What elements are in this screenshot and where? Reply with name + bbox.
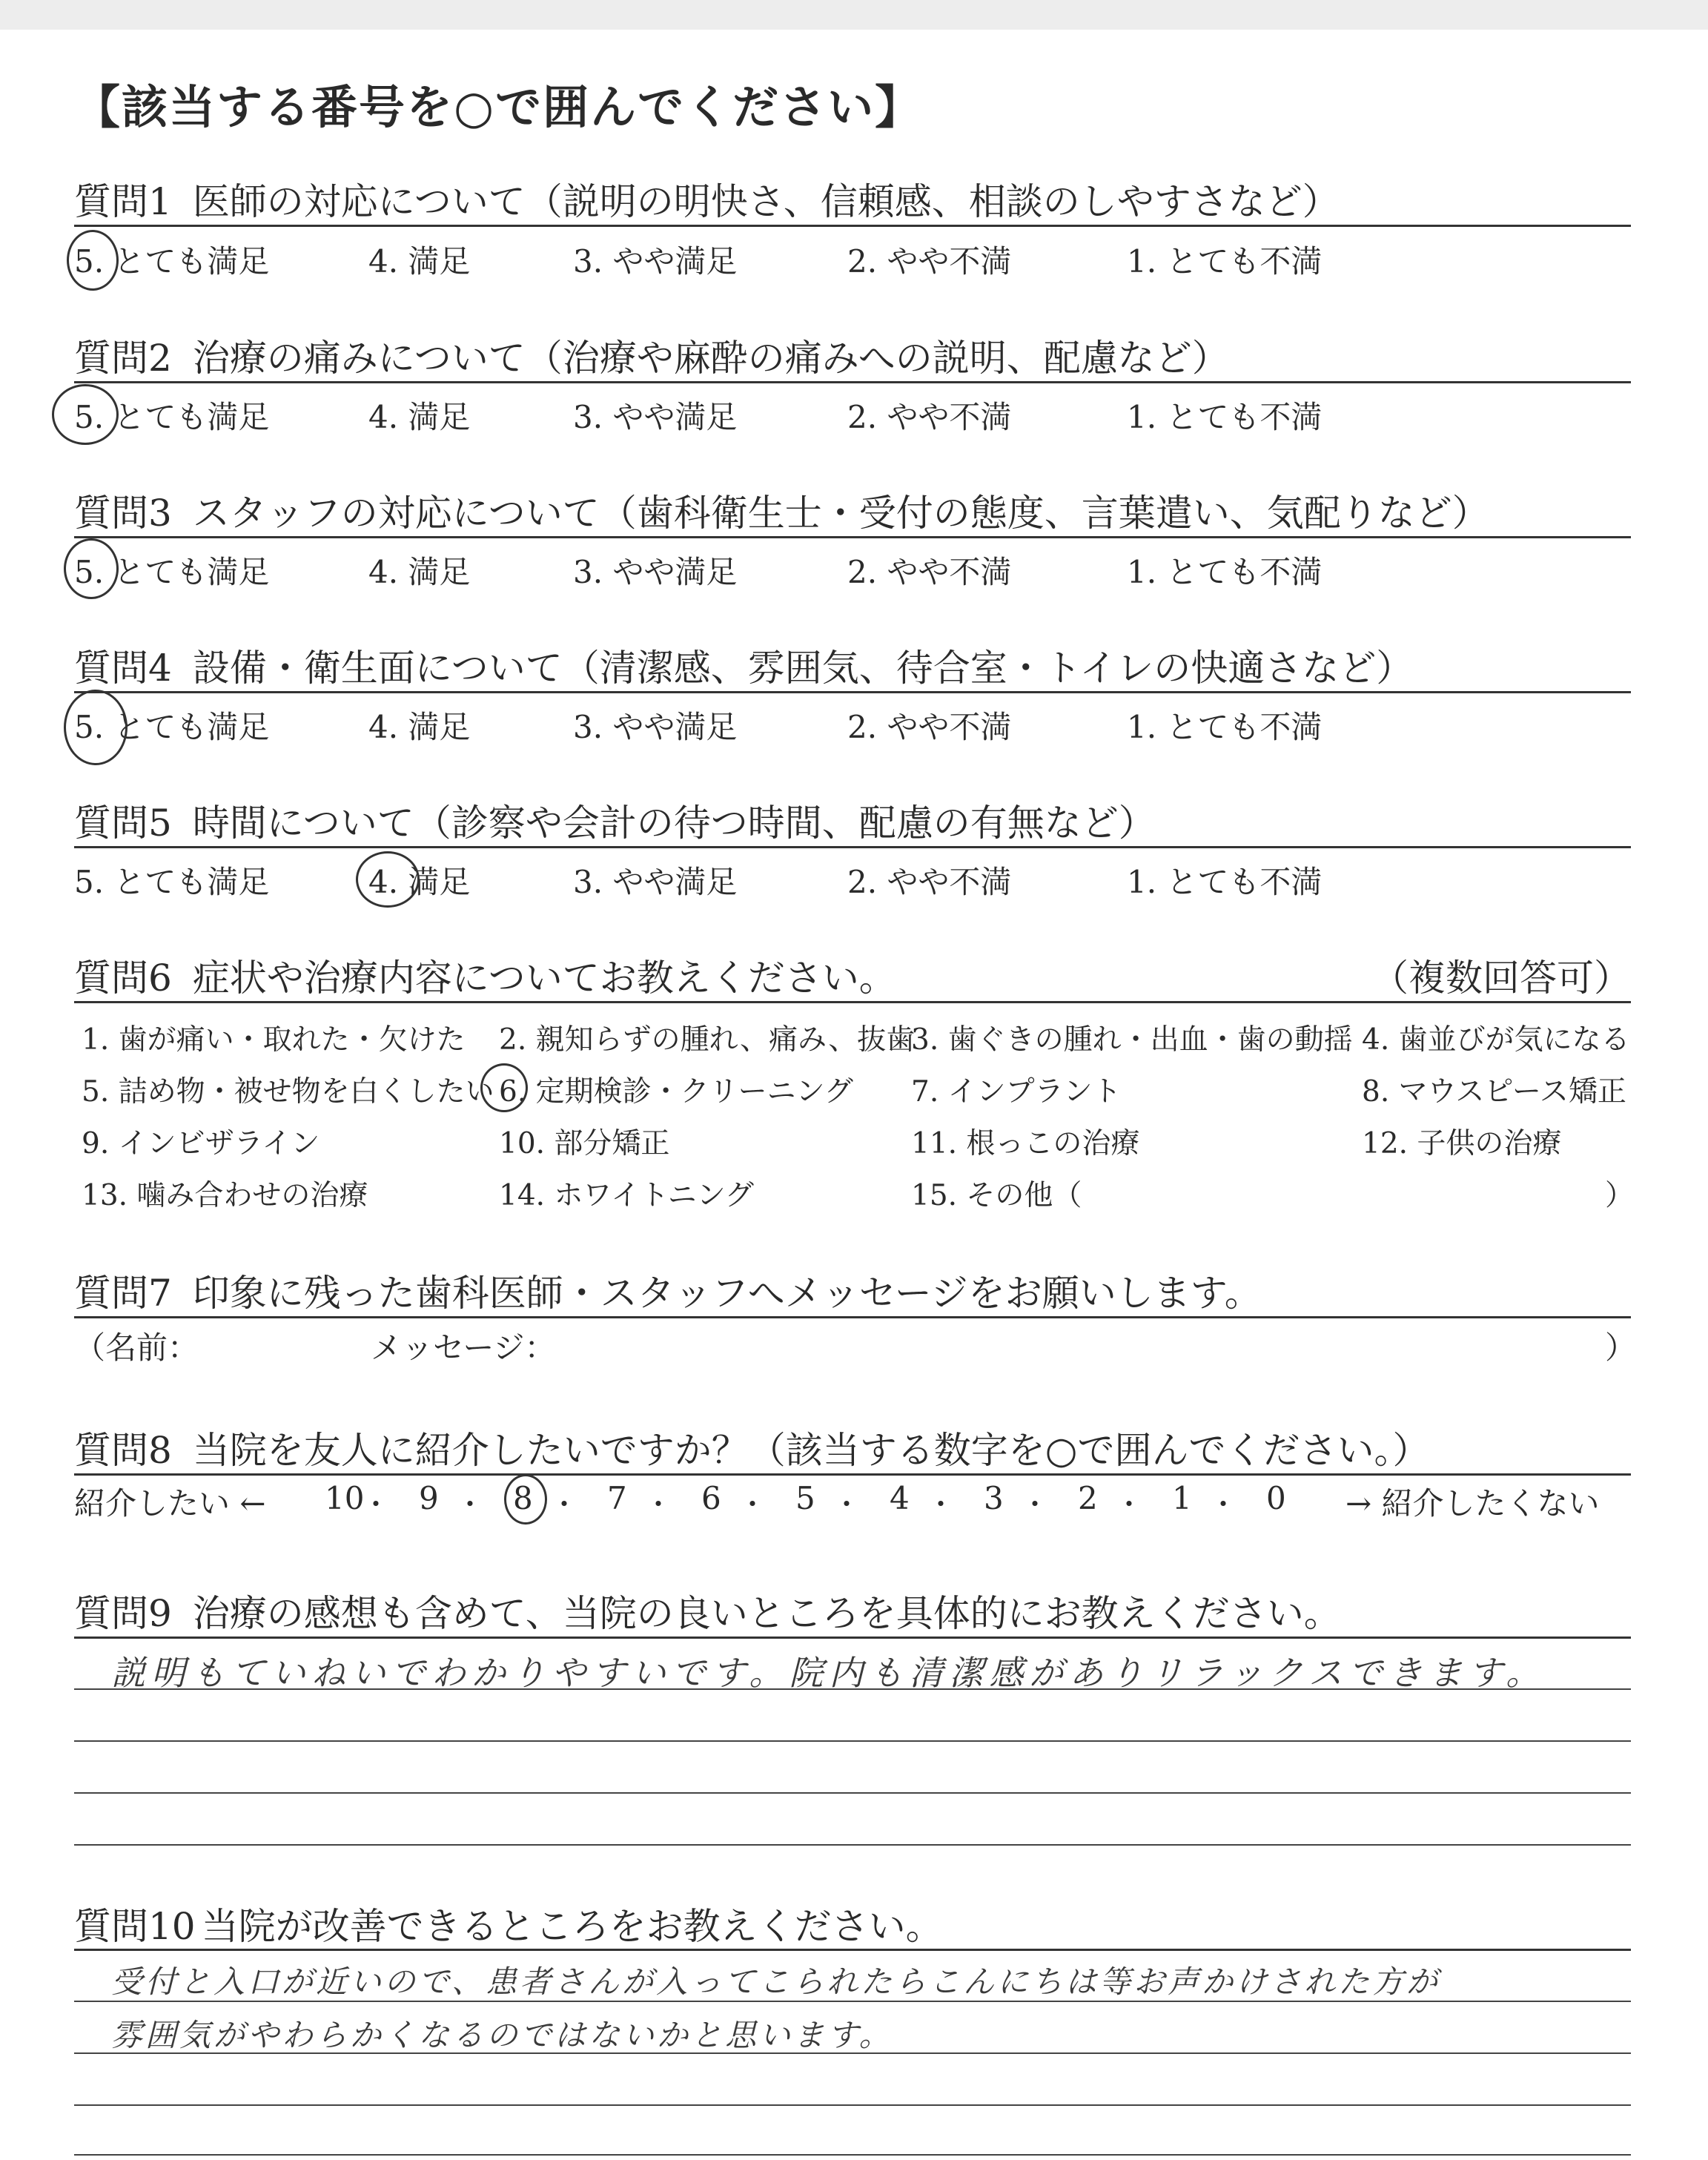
question-6-heading xyxy=(74,948,1631,1002)
divider xyxy=(74,1001,1631,1003)
question-3-heading xyxy=(74,483,1489,537)
scale-separator: ・ xyxy=(927,1488,956,1521)
option-3[interactable]: 3. やや満足 xyxy=(573,864,738,900)
divider xyxy=(74,691,1631,693)
selected-circle xyxy=(356,851,420,908)
symptom-option-4[interactable]: 4. 歯並びが気になる xyxy=(1362,1023,1630,1057)
question-text: スタッフの対応について（歯科衛生士・受付の態度、言葉遣い、気配りなど） xyxy=(192,492,1489,535)
symptom-option-15[interactable]: 15. その他（ xyxy=(911,1179,1082,1212)
writing-line xyxy=(74,2052,1631,2054)
scale-value-7[interactable]: 7 xyxy=(607,1480,627,1516)
question-number: 質問3 xyxy=(74,492,172,535)
symptom-option-10[interactable]: 10. 部分矯正 xyxy=(499,1127,670,1160)
question-9-heading xyxy=(74,1584,1341,1637)
option-2[interactable]: 2. やや不満 xyxy=(847,864,1012,900)
divider xyxy=(74,1636,1631,1639)
question-number: 質問6 xyxy=(74,957,172,1000)
scale-separator: ・ xyxy=(644,1488,673,1521)
selected-circle xyxy=(67,230,119,291)
selected-circle xyxy=(480,1063,528,1112)
scale-value-3[interactable]: 3 xyxy=(984,1480,1004,1516)
question-text: 治療の感想も含めて、当院の良いところを具体的にお教えください。 xyxy=(192,1592,1341,1635)
question-number: 質問2 xyxy=(74,337,172,380)
writing-line xyxy=(74,1792,1631,1794)
question-text: 当院を友人に紹介したいですか？（該当する数字を○で囲んでください。） xyxy=(192,1429,1430,1472)
symptom-option-3[interactable]: 3. 歯ぐきの腫れ・出血・歯の動揺 xyxy=(911,1023,1353,1057)
option-5[interactable]: 5. とても満足 xyxy=(74,709,270,745)
scale-separator: ・ xyxy=(738,1488,767,1521)
scale-separator: ・ xyxy=(833,1488,861,1521)
name-label: （名前： xyxy=(74,1330,199,1366)
question-text: 治療の痛みについて（治療や麻酔の痛みへの説明、配慮など） xyxy=(192,337,1229,380)
scale-value-0[interactable]: 0 xyxy=(1266,1480,1286,1516)
scan-top-edge xyxy=(0,0,1708,30)
writing-line xyxy=(74,2001,1631,2002)
divider xyxy=(74,1316,1631,1318)
option-4[interactable]: 4. 満足 xyxy=(368,709,471,745)
divider xyxy=(74,225,1631,227)
symptom-option-6[interactable]: 6. 定期検診・クリーニング xyxy=(499,1075,853,1109)
question-10-heading xyxy=(74,1897,943,1950)
option-1[interactable]: 1. とても不満 xyxy=(1127,554,1323,590)
scale-separator: ・ xyxy=(362,1488,391,1521)
message-label: メッセージ： xyxy=(371,1330,556,1366)
question-text: 症状や治療内容についてお教えください。 xyxy=(192,957,896,1000)
recommend-label: 紹介したい ← xyxy=(74,1485,266,1522)
question-number: 質問10 xyxy=(74,1905,196,1948)
option-3[interactable]: 3. やや満足 xyxy=(573,709,738,745)
not-recommend-label: → 紹介したくない xyxy=(1345,1485,1600,1522)
symptom-option-2[interactable]: 2. 親知らずの腫れ、痛み、抜歯 xyxy=(499,1023,916,1057)
scale-value-8[interactable]: 8 xyxy=(513,1480,533,1516)
option-5[interactable]: 5. とても満足 xyxy=(74,399,270,435)
option-1[interactable]: 1. とても不満 xyxy=(1127,864,1323,900)
symptom-option-11[interactable]: 11. 根っこの治療 xyxy=(911,1127,1140,1160)
symptom-option-12[interactable]: 12. 子供の治療 xyxy=(1362,1127,1562,1160)
question-number: 質問8 xyxy=(74,1429,172,1472)
divider xyxy=(74,381,1631,383)
writing-line xyxy=(74,1740,1631,1742)
scale-separator: ・ xyxy=(456,1488,485,1521)
selected-circle xyxy=(64,538,119,599)
question-number: 質問9 xyxy=(74,1592,172,1635)
page-title: 【該当する番号を○で囲んでください】 xyxy=(74,80,923,134)
divider xyxy=(74,1949,1631,1951)
symptom-option-1[interactable]: 1. 歯が痛い・取れた・欠けた xyxy=(82,1023,466,1057)
handwritten-answer-line: 説明もていねいでわかりやすいです。院内も清潔感がありリラックスできます。 xyxy=(111,1653,1546,1693)
option-2[interactable]: 2. やや不満 xyxy=(847,243,1012,280)
other-close-paren: ） xyxy=(1605,1179,1635,1212)
divider xyxy=(74,1473,1631,1476)
option-5[interactable]: 5. とても満足 xyxy=(74,243,270,280)
symptom-option-5[interactable]: 5. 詰め物・被せ物を白くしたい xyxy=(82,1075,494,1109)
symptom-option-7[interactable]: 7. インプラント xyxy=(911,1075,1122,1109)
question-5-heading xyxy=(74,793,1156,847)
writing-line xyxy=(74,2104,1631,2106)
option-3[interactable]: 3. やや満足 xyxy=(573,554,738,590)
option-2[interactable]: 2. やや不満 xyxy=(847,554,1012,590)
question-text: 印象に残った歯科医師・スタッフへメッセージをお願いします。 xyxy=(192,1272,1262,1315)
option-4[interactable]: 4. 満足 xyxy=(368,243,471,280)
question-text: 当院が改善できるところをお教えください。 xyxy=(201,1905,943,1948)
question-text: 時間について（診察や会計の待つ時間、配慮の有無など） xyxy=(192,802,1156,845)
writing-line xyxy=(74,1844,1631,1846)
option-5[interactable]: 5. とても満足 xyxy=(74,864,270,900)
option-2[interactable]: 2. やや不満 xyxy=(847,399,1012,435)
symptom-option-8[interactable]: 8. マウスピース矯正 xyxy=(1362,1075,1626,1109)
option-4[interactable]: 4. 満足 xyxy=(368,554,471,590)
divider xyxy=(74,536,1631,538)
scale-separator: ・ xyxy=(1115,1488,1144,1521)
writing-line xyxy=(74,2154,1631,2156)
scale-value-2[interactable]: 2 xyxy=(1078,1480,1098,1516)
question-number: 質問7 xyxy=(74,1272,172,1315)
selected-circle xyxy=(52,384,119,445)
option-1[interactable]: 1. とても不満 xyxy=(1127,709,1323,745)
question-number: 質問1 xyxy=(74,180,172,223)
close-paren: ） xyxy=(1605,1330,1637,1366)
selected-circle xyxy=(64,690,128,765)
divider xyxy=(74,846,1631,848)
scale-value-6[interactable]: 6 xyxy=(701,1480,721,1516)
scale-value-1[interactable]: 1 xyxy=(1172,1480,1192,1516)
scale-separator: ・ xyxy=(550,1488,579,1521)
option-1[interactable]: 1. とても不満 xyxy=(1127,399,1323,435)
option-5[interactable]: 5. とても満足 xyxy=(74,554,270,590)
question-text: 医師の対応について（説明の明快さ、信頼感、相談のしやすさなど） xyxy=(192,180,1340,223)
selected-circle xyxy=(504,1474,547,1525)
option-3[interactable]: 3. やや満足 xyxy=(573,399,738,435)
scale-separator: ・ xyxy=(1021,1488,1050,1521)
option-4[interactable]: 4. 満足 xyxy=(368,864,471,900)
option-3[interactable]: 3. やや満足 xyxy=(573,243,738,280)
scale-value-10[interactable]: 10 xyxy=(325,1480,365,1516)
scale-value-5[interactable]: 5 xyxy=(795,1480,815,1516)
scale-separator: ・ xyxy=(1209,1488,1238,1521)
question-7-heading xyxy=(74,1264,1262,1317)
symptom-option-9[interactable]: 9. インビザライン xyxy=(82,1127,320,1160)
question-1-heading xyxy=(74,172,1340,225)
question-number: 質問4 xyxy=(74,647,172,690)
option-4[interactable]: 4. 満足 xyxy=(368,399,471,435)
question-8-heading xyxy=(74,1421,1429,1474)
handwritten-answer-line: 雰囲気がやわらかくなるのではないかと思います。 xyxy=(111,2017,893,2053)
scale-value-9[interactable]: 9 xyxy=(419,1480,439,1516)
symptom-option-13[interactable]: 13. 噛み合わせの治療 xyxy=(82,1179,368,1212)
symptom-option-14[interactable]: 14. ホワイトニング xyxy=(499,1179,754,1212)
question-4-heading xyxy=(74,638,1413,692)
multiple-answers-note: （複数回答可） xyxy=(1371,957,1631,1000)
option-2[interactable]: 2. やや不満 xyxy=(847,709,1012,745)
question-number: 質問5 xyxy=(74,802,172,845)
handwritten-answer-line: 受付と入口が近いので、患者さんが入ってこられたらこんにちは等お声かけされた方が xyxy=(111,1964,1441,2000)
option-1[interactable]: 1. とても不満 xyxy=(1127,243,1323,280)
question-text: 設備・衛生面について（清潔感、雰囲気、待合室・トイレの快適さなど） xyxy=(192,647,1414,690)
question-2-heading xyxy=(74,328,1229,382)
writing-line xyxy=(74,1688,1631,1690)
scale-value-4[interactable]: 4 xyxy=(890,1480,910,1516)
